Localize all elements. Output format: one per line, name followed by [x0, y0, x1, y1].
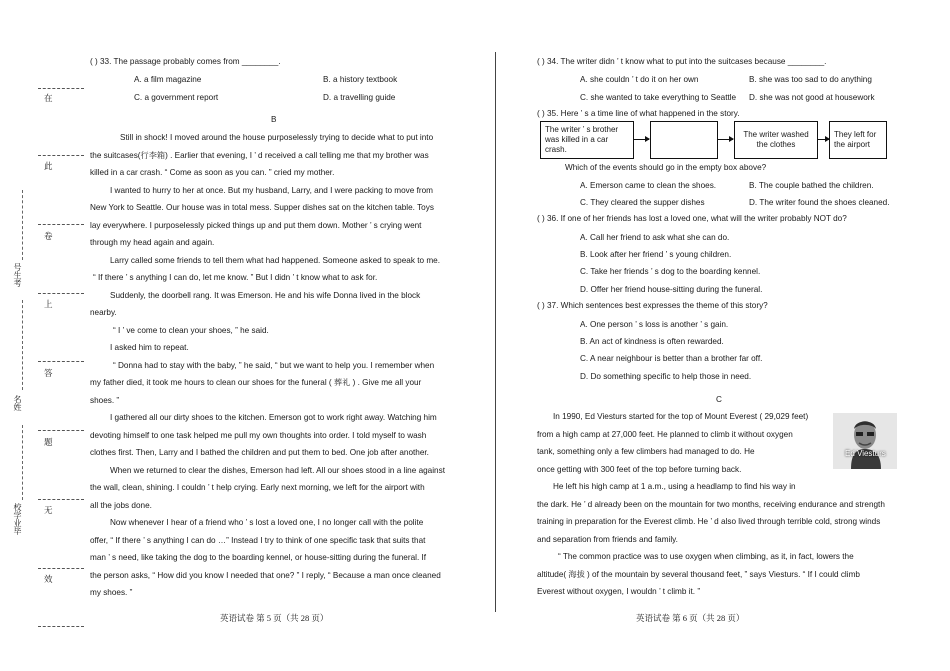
passage-line: from a high camp at 27,000 feet. He planned to climb it without oxygen: [537, 430, 793, 439]
passage-line: “ If there ’ s anything I can do, let me know. ” But I didn ’ t know what to ask for.: [93, 273, 378, 282]
question-34-option: B. she was too sad to do anything: [749, 75, 872, 84]
page-footer-left: 英语试卷 第 5 页（共 28 页）: [220, 613, 329, 623]
passage-line: Still in shock! I moved around the house purposelessly trying to decide what to put into: [120, 133, 434, 142]
column-divider: [495, 52, 496, 612]
passage-line: Now whenever I hear of a friend who ’ s lost a loved one, I no longer call with the polite: [110, 518, 424, 527]
fill-line: [22, 300, 23, 390]
passage-line: I gathered all our dirty shoes to the kitchen. Emerson got to work right away. Watching him: [110, 413, 437, 422]
passage-line: the dark. He ’ d already been on the mountain for two months, receiving endurance and strength: [537, 500, 885, 509]
question-35-prompt: Which of the events should go in the empty box above?: [565, 163, 767, 172]
passage-line: “ The common practice was to use oxygen when climbing, as it, in fact, lowers the: [558, 552, 854, 561]
school-label: 校学业毕: [13, 503, 22, 535]
passage-line: Suddenly, the doorbell rang. It was Emerson. He and his wife Donna lived in the block: [110, 291, 421, 300]
question-36-option: C. Take her friends ’ s dog to the boarding kennel.: [580, 267, 761, 276]
passage-line: tank, something only a few climbers had managed to do. He: [537, 447, 755, 456]
question-34-stem: ( ) 34. The writer didn ’ t know what to put into the suitcases because ________.: [537, 57, 827, 66]
passage-line: altitude( 海拔 ) of the mountain by several thousand feet, ” says Viesturs. “ If I could climb: [537, 570, 860, 579]
passage-line: shoes. ”: [90, 396, 120, 405]
passage-line: my shoes. ”: [90, 588, 133, 597]
question-34-option: C. she wanted to take everything to Seattle: [580, 93, 737, 102]
passage-line: I asked him to repeat.: [110, 343, 189, 352]
passage-line: I wanted to hurry to her at once. But my husband, Larry, and I were packing to move from: [110, 186, 433, 195]
timeline-box: The writer washed the clothes: [734, 121, 818, 159]
climber-portrait-icon: [833, 413, 897, 469]
climber-photo: [833, 413, 897, 469]
question-35-option: A. Emerson came to clean the shoes.: [580, 181, 717, 190]
exam-number-label: 号生考: [13, 263, 22, 287]
passage-line: all the jobs done.: [90, 501, 152, 510]
question-33-option: D. a travelling guide: [323, 93, 396, 102]
passage-line: “ Donna had to stay with the baby, ” he said, “ but we want to help you. I remember when: [113, 361, 435, 370]
question-37-option: C. A near neighbour is better than a brother far off.: [580, 354, 763, 363]
passage-line: the wall, clean, shining. I couldn ’ t help crying. Early next morning, we left for the airport with: [90, 483, 425, 492]
passage-line: offer, “ If there ’ s anything I can do …” Instead I try to think of one specific task that suits that: [90, 536, 426, 545]
question-35-option: B. The couple bathed the children.: [749, 181, 874, 190]
margin-dash: [38, 155, 84, 156]
question-33-stem: ( ) 33. The passage probably comes from ________.: [90, 57, 281, 66]
margin-char: 卷: [44, 231, 53, 241]
passage-line: He left his high camp at 1 a.m., using a headlamp to find his way in: [553, 482, 796, 491]
question-33-option: B. a history textbook: [323, 75, 398, 84]
passage-line: nearby.: [90, 308, 117, 317]
question-36-option: B. Look after her friend ’ s young children.: [580, 250, 732, 259]
timeline-arrow: [634, 139, 649, 140]
passage-line: Larry called some friends to tell them what had happened. Someone asked to speak to me.: [110, 256, 440, 265]
margin-char: 效: [44, 574, 53, 584]
passage-line: man ’ s need, like taking the dog to the boarding kennel, or house-sitting during the funeral. If: [90, 553, 427, 562]
margin-dash: [38, 361, 84, 362]
photo-caption: Ed Viesturs: [845, 449, 886, 458]
margin-dash: [38, 224, 84, 225]
passage-line: devoting himself to one task helped me pull my own thoughts into order. I told myself to wash: [90, 431, 427, 440]
passage-line: In 1990, Ed Viesturs started for the top of Mount Everest ( 29,029 feet): [553, 412, 809, 421]
margin-dash: [38, 568, 84, 569]
passage-line: lay everywhere. I purposelessly picked things up and put them down. Mother ’ s crying went: [90, 221, 422, 230]
question-35-stem: ( ) 35. Here ’ s a time line of what happened in the story.: [537, 109, 740, 118]
passage-line: my father died, it took me hours to clean our shoes for the funeral ( 葬礼 ) . Give me all your: [90, 378, 422, 387]
margin-dash: [38, 293, 84, 294]
passage-line: clothes first. Then, Larry and I bathed the children and put them to bed. One job after another.: [90, 448, 429, 457]
margin-char: 题: [44, 437, 53, 447]
timeline-box: The writer ’ s brother was killed in a car crash.: [540, 121, 634, 159]
question-36-option: D. Offer her friend house-sitting during the funeral.: [580, 285, 763, 294]
margin-char: 在: [44, 93, 53, 103]
passage-line: once getting with 300 feet of the top before turning back.: [537, 465, 742, 474]
fill-line: [22, 425, 23, 500]
question-37-option: D. Do something specific to help those in need.: [580, 372, 752, 381]
question-33-option: C. a government report: [134, 93, 219, 102]
section-b-heading: B: [271, 115, 277, 124]
fill-line: [22, 190, 23, 260]
timeline-arrow: [718, 139, 733, 140]
question-37-option: A. One person ’ s loss is another ’ s gain.: [580, 320, 729, 329]
name-label: 名姓: [13, 395, 22, 411]
margin-dash: [38, 430, 84, 431]
passage-line: New York to Seattle. Our house was in total mess. Supper dishes sat on the kitchen table. Toys: [90, 203, 434, 212]
margin-char: 上: [44, 299, 53, 309]
section-c-heading: C: [716, 395, 722, 404]
passage-line: training in preparation for the Everest climb. He ’ d also lived through terrible cold, strong winds: [537, 517, 881, 526]
passage-line: Everest without oxygen, I wouldn ’ t climb it. ”: [537, 587, 701, 596]
passage-line: through my head again and again.: [90, 238, 215, 247]
question-37-stem: ( ) 37. Which sentences best expresses the theme of this story?: [537, 301, 768, 310]
question-34-option: A. she couldn ’ t do it on her own: [580, 75, 699, 84]
margin-char: 此: [44, 161, 53, 171]
question-35-option: C. They cleared the supper dishes: [580, 198, 705, 207]
passage-line: the suitcases(行李箱) . Earlier that evening, I ’ d received a call telling me that my brother was: [90, 151, 429, 160]
timeline-arrow: [818, 139, 829, 140]
question-33-option: A. a film magazine: [134, 75, 202, 84]
question-36-option: A. Call her friend to ask what she can do.: [580, 233, 730, 242]
page-footer-right: 英语试卷 第 6 页（共 28 页）: [636, 613, 745, 623]
question-34-option: D. she was not good at housework: [749, 93, 875, 102]
margin-dash: [38, 499, 84, 500]
question-35-option: D. The writer found the shoes cleaned.: [749, 198, 890, 207]
passage-line: When we returned to clear the dishes, Emerson had left. All our shoes stood in a line against: [110, 466, 445, 475]
question-36-stem: ( ) 36. If one of her friends has lost a loved one, what will the writer probably NOT do?: [537, 214, 847, 223]
timeline-box: They left for the airport: [829, 121, 887, 159]
margin-dash: [38, 88, 84, 89]
passage-line: the person asks, “ How did you know I needed that one? ” I reply, “ Because a man once cleaned: [90, 571, 441, 580]
passage-line: and separation from friends and family.: [537, 535, 678, 544]
question-37-option: B. An act of kindness is often rewarded.: [580, 337, 724, 346]
margin-dash: [38, 626, 84, 627]
margin-char: 无: [44, 505, 53, 515]
passage-line: killed in a car crash. “ Come as soon as you can. ” cried my mother.: [90, 168, 335, 177]
passage-line: “ I ’ ve come to clean your shoes, ” he said.: [113, 326, 269, 335]
timeline-box-empty: [650, 121, 718, 159]
margin-char: 答: [44, 368, 53, 378]
